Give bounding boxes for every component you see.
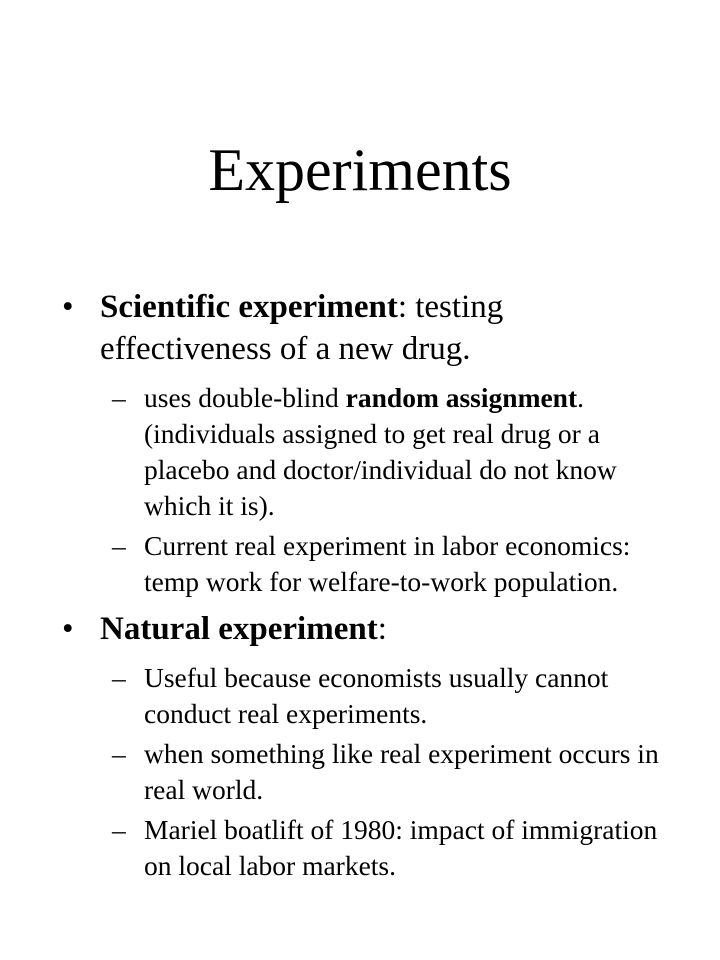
bullet-scientific-experiment <box>0 286 720 370</box>
sub-item-emphasis: random assignment <box>345 382 578 413</box>
sub-list <box>0 660 720 884</box>
bullet-marker: • <box>62 289 74 325</box>
bullet-text: : testing effectiveness of a new drug. <box>100 289 504 367</box>
sub-item-text: when something like real experiment occurs in real world. <box>144 738 659 805</box>
sub-item-random-assignment <box>0 380 720 524</box>
sub-item-text: Mariel boatlift of 1980: impact of immigration on local labor markets. <box>144 814 658 881</box>
slide-title: Experiments <box>208 137 512 203</box>
sub-item-labor-economics <box>0 528 720 600</box>
sub-list <box>0 380 720 600</box>
sub-item-text: . (individuals assigned to get real drug or a placebo and doctor/individual do not know which it is). <box>144 382 617 521</box>
sub-item-text: Current real experiment in labor economics: temp work for welfare-to-work population. <box>144 530 631 597</box>
bullet-text: : <box>377 611 387 647</box>
bullet-marker: • <box>62 611 74 647</box>
bullet-heading: Scientific experiment <box>100 289 398 325</box>
sub-item-text: Useful because economists usually cannot conduct real experiments. <box>144 662 609 729</box>
slide-content <box>0 286 720 888</box>
bullet-heading: Natural experiment <box>100 611 378 647</box>
sub-marker: – <box>112 662 126 693</box>
sub-item-real-world <box>0 736 720 808</box>
sub-marker: – <box>112 738 126 769</box>
sub-item-mariel-boatlift <box>0 812 720 884</box>
bullet-natural-experiment <box>0 608 720 650</box>
sub-marker: – <box>112 814 126 845</box>
sub-item-text: uses double-blind <box>144 382 346 413</box>
sub-marker: – <box>112 530 126 561</box>
sub-marker: – <box>112 382 126 413</box>
sub-item-useful <box>0 660 720 732</box>
